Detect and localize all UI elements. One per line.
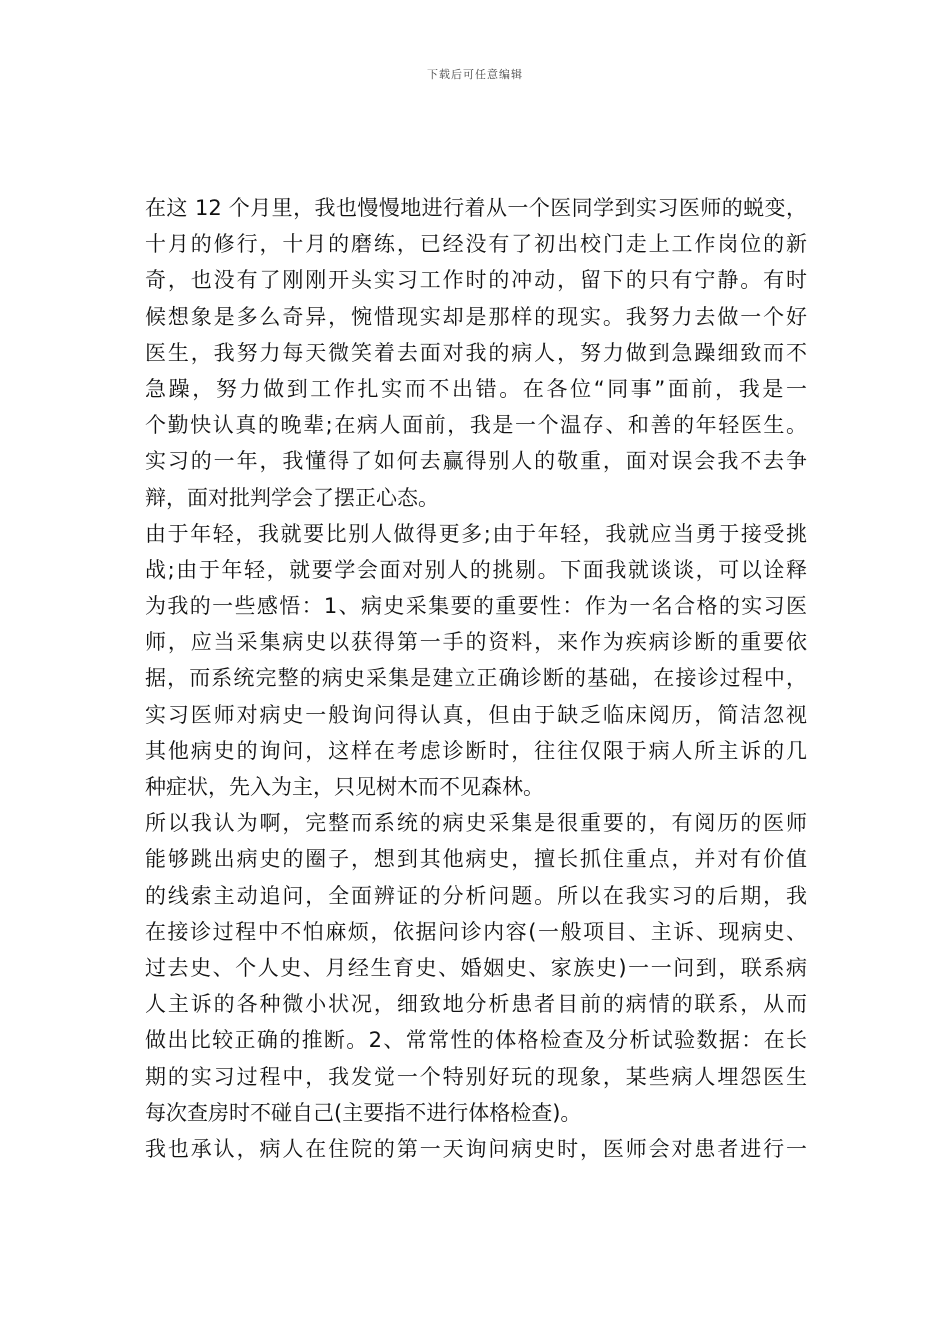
text-line: 十月的修行，十月的磨练，已经没有了初出校门走上工作岗位的新 — [145, 232, 807, 257]
text-line: 候想象是多么奇异，惋惜现实却是那样的现实。我努力去做一个好 — [145, 304, 807, 329]
text-line: 种症状，先入为主，只见树木而不见森林。 — [145, 775, 544, 799]
text-line: 实习的一年，我懂得了如何去赢得别人的敬重，面对误会我不去争 — [145, 449, 807, 474]
text-line: 人主诉的各种微小状况，细致地分析患者目前的病情的联系，从而 — [145, 992, 807, 1017]
text-line: 个勤快认真的晚辈;在病人面前，我是一个温存、和善的年轻医生。 — [145, 413, 807, 438]
text-line: 做出比较正确的推断。2、常常性的体格检查及分析试验数据：在长 — [145, 1028, 807, 1053]
text-line: 由于年轻，我就要比别人做得更多;由于年轻，我就应当勇于接受挑 — [145, 521, 807, 546]
text-line: 能够跳出病史的圈子，想到其他病史，擅长抓住重点，并对有价值 — [145, 847, 807, 872]
text-line: 所以我认为啊，完整而系统的病史采集是很重要的，有阅历的医师 — [145, 811, 807, 836]
text-line: 过去史、个人史、月经生育史、婚姻史、家族史)一一问到，联系病 — [145, 955, 807, 980]
text-line: 战;由于年轻，就要学会面对别人的挑剔。下面我就谈谈，可以诠释 — [145, 557, 807, 582]
text-line: 为我的一些感悟：1、病史采集要的重要性：作为一名合格的实习医 — [145, 594, 807, 619]
text-line: 实习医师对病史一般询问得认真，但由于缺乏临床阅历，简洁忽视 — [145, 702, 807, 727]
body-text — [145, 190, 807, 1167]
text-line: 据，而系统完整的病史采集是建立正确诊断的基础，在接诊过程中， — [145, 666, 807, 691]
text-line: 我也承认，病人在住院的第一天询问病史时，医师会对患者进行一 — [145, 1136, 807, 1161]
text-line: 辩，面对批判学会了摆正心态。 — [145, 485, 439, 510]
text-line: 每次查房时不碰自己(主要指不进行体格检查)。 — [145, 1100, 582, 1125]
text-line: 师，应当采集病史以获得第一手的资料，来作为疾病诊断的重要依 — [145, 630, 807, 655]
text-line: 其他病史的询问，这样在考虑诊断时，往往仅限于病人所主诉的几 — [145, 738, 807, 763]
text-line: 的线索主动追问，全面辨证的分析问题。所以在我实习的后期，我 — [145, 883, 807, 908]
text-line: 奇，也没有了刚刚开头实习工作时的冲动，留下的只有宁静。有时 — [145, 268, 807, 293]
text-line: 在接诊过程中不怕麻烦，依据问诊内容(一般项目、主诉、现病史、 — [145, 919, 807, 944]
page-header: 下载后可任意编辑 — [427, 68, 523, 81]
text-line: 医生，我努力每天微笑着去面对我的病人，努力做到急躁细致而不 — [145, 340, 807, 365]
text-line: 在这 12 个月里，我也慢慢地进行着从一个医同学到实习医师的蜕变， — [145, 196, 807, 220]
text-line: 急躁，努力做到工作扎实而不出错。在各位“同事”面前，我是一 — [145, 376, 807, 401]
text-line: 期的实习过程中，我发觉一个特别好玩的现象，某些病人埋怨医生 — [145, 1064, 807, 1089]
